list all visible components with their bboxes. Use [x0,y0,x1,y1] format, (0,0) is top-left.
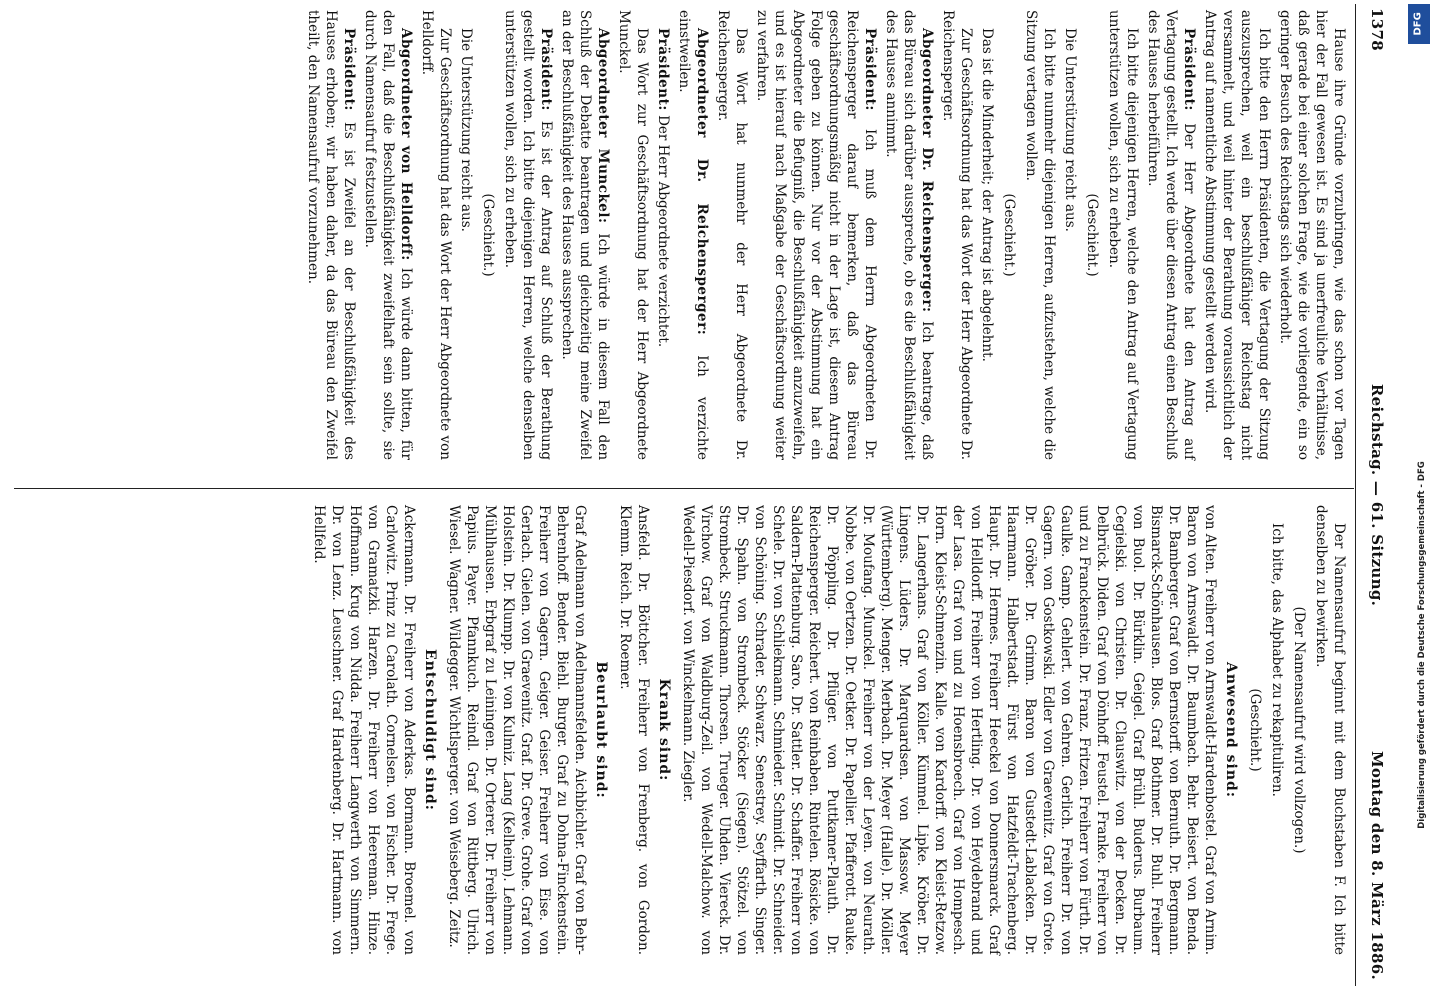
section-heading: Entschuldigt sind: [422,649,438,811]
speaker-name: Präsident: [1181,28,1197,111]
paragraph: Ich bitte diejenigen Herren, welche den Antrag auf Vertagung unterstützen wollen, sich zu erheben. [1106,10,1140,460]
stage-direction: (Der Namensaufruf wird vollzogen.) [1291,606,1307,854]
dfg-logo-text: DFG [1412,12,1424,36]
speaker-name: Präsident: [655,28,671,111]
paragraph: Das Wort zur Geschäftsordnung hat der Herr Abgeordnete Munckel. [616,10,650,460]
page-header [1358,0,1392,990]
speech-text: Es ist Zweifel an der Beschlußfähigkeit des Hauses erhoben; wir haben daher, da das Büreau den Zweifel theilt, den Namensaufruf vorzunehmen. [305,10,357,460]
speech-text: Ich würde in diesem Fall den Schluß der Debatte beantragen und gleichzeitig meine Zweifel an der Beschlußfähigkeit des Hauses aussprechen. [559,10,611,461]
speech-text: Ich muß dem Herrn Abgeordneten Dr. Reichensperger darauf bemerken, daß das Büreau geschäftsordnungsmäßig nicht in der Lage ist, diesem Antrag Folge geben zu können. Nur vor der Abstimmung hat ein Abgeordneter die Befugniß, die Beschlußfähigkeit anzuzweifeln, und es ist hierauf nach Maßgabe der Geschäftsordnung weiter zu verfahren. [754,10,878,460]
left-column [301,10,1348,460]
speech-text: Der Herr Abgeordnete hat den Antrag auf Vertagung gestellt. Ich werde über diesen Antrag einen Beschluß des Hauses herbeiführen. [1145,10,1197,460]
stage-direction: (Geschieht.) [1247,688,1263,772]
name-list: von Alten. Freiherr von Arnswaldt-Hardenbostel. Graf von Arnim. Baron von Arnswaldt. Dr. Baumbach. Behr. Beisert. von Benda. Dr. Bamberger. Graf von Bernstorff. von Bernuth. Dr. Bergmann. Bismarck-Schönhausen. Blos. Graf Bothmer. Dr. Buhl. Freiherr von Buol. Dr. Bürklin. Geigel. Graf Brühl. Buderus. Burbaum. Cegielski. von Christen. Dr. Clauswitz. von der Decken. Dr. Delbrück. Diden. Graf von Dönhoff. Feustel. Franke. Freiherr von und zu Franckenstein. Dr. Franz. Fritzen. Freiherr von Fürth. Dr. Gaulke. Gamp. Gehlert. von Gehren. Gerlich. Freiherr Dr. von Gagern. von Gostkowski. Edler von Graevenitz. Graf von Grote. Dr. Gröber. Dr. Grimm. Baron von Gustedt-Lablacken. Dr. Haarmann. Halbertstadt. Fürst von Hatzfeldt-Trachenberg. Haupt. Dr. Hermes. Freiherr Heeckel von Donnersmarck. Graf von Helldorff. Freiherr von Hertling. Dr. von Heydebrand und der Lasa. Graf von und zu Hoensbroech. Graf von Hompesch. Horn. Kleist-Schmenzin. Kalle. von Kardorff. von Kleist-Retzow. Dr. Langerhans. Graf von Köller. Kümmel. Lipke. Kröber. Dr. Lingens. Lüders. Dr. Marquardsen. von Massow. Meyer (Württemberg). Menger. Merbach. Dr. Meyer (Halle). Dr. Möller. Dr. Moufang. Munckel. Freiherr von der Leyen. von Neurath. Nobbe. von Oertzen. Dr. Oetker. Dr. Papellier. Pfafferott. Rauke. Dr. Pöppling. Dr. Pflüger. von Puttkamer-Plauth. Dr. Reichensperger. Reichert. von Reinbaben. Rintelen. Rösicke. von Saldern-Plattenburg. Saro. Dr. Sattler. Dr. Schaffer. Freiherr von Schele. Dr. von Schliekmann. Schmieder. Schmidt. Dr. Schneider. von Schöning. Schrader. Schwarz. Senestrey. Seyffarth. Singer. Dr. Spahn. von Strombeck. Stöcker (Siegen). Stötzel. von Strombeck. Struckmann. Thorsen. Trueger. Uhden. Viereck. Dr. Virchow. Graf von Waldburg-Zeil. von Wedell-Malchow. von Wedell-Piesdorf. von Winckelmann. Ziegler. [680,505,1218,955]
stage-direction: (Geschieht.) [1084,193,1100,277]
stage-direction: (Geschieht.) [1001,193,1017,277]
section-heading: Krank sind: [656,678,672,782]
paragraph: Zur Geschäftsordnung hat das Wort der Herr Abgeordnete von Helldorff. [419,10,453,460]
stage-direction: (Geschieht.) [480,193,496,277]
paragraph: Ich bitte, das Alphabet zu rekapituliren. [1269,523,1285,797]
name-list: Ansfeld. Dr. Böttcher. Freiherr von Frenberg. von Gordon. Klemm. Reich. Dr. Roemer. [617,505,651,955]
speaker-name: Abgeordneter Dr. Reichensperger: [919,28,935,313]
speaker-name: Abgeordneter Dr. Reichensperger: [694,28,710,336]
speech-text: Ich beantrage, daß das Büreau sich darüber ausspreche, ob es die Beschlußfähigkeit des Hauses annimmt. [883,10,935,460]
digitization-note-text: Digitalisierung gefördert durch die Deutsche Forschungsgemeinschaft - DFG [1417,461,1427,829]
right-column [307,505,1348,955]
speech-paragraph [882,10,936,460]
running-title: Reichstag. — 61. Sitzung. [1368,383,1386,607]
paragraph: Ich bitte den Herrn Präsidenten, die Vertagung der Sitzung auszusprechen, weil ein beschlußfähiger Reichstag nicht versammelt, und weil hinter der Berathung voraussichtlich der Antrag auf namentliche Abstimmung gestellt werden wird. [1202,10,1272,460]
section-heading: Anwesend sind: [1223,662,1239,798]
column-divider [14,488,1354,489]
speech-text: Ich würde dann bitten, für den Fall, daß die Beschlußfähigkeit zweifelhaft sein sollte, sie durch Namensaufruf festzustellen. [362,10,414,460]
name-list: Graf Adelmann von Adelmannsfelden. Aichbichler. Graf von Behr-Behrenhoff. Bender. Biehl. Burger. Graf zu Dohna-Finckenstein. Freiherr von Gagern. Geiger. Geiser. Freiherr von Eise. von Gerlach. Gielen. von Graevenitz. Graf. Dr. Greve. Grohe. Graf von Holstein. Dr. Klumpp. Dr. von Kulmiz. Lang (Kelheim). Lehmann. Mühlhausen. Erbgraf zu Leiningen. Dr. Orterer. Dr. Freiherr von Papius. Payer. Pfannkuch. Reindl. Graf von Rittberg. Ulrich. Wiesel. Wagner. Wildegger. Wichtlsperger. von Weiseberg. Zeitz. [446,505,588,955]
speaker-name: Abgeordneter Munckel: [595,28,611,224]
digitization-note [1412,300,1426,1000]
header-rule [1355,4,1356,986]
speech-paragraph [558,10,612,460]
paragraph: Das Wort hat nunmehr der Herr Abgeordnete Dr. Reichensperger. [715,10,749,460]
speaker-name: Präsident: [862,28,878,111]
speech-text: Es ist der Antrag auf Schluß der Berathung gestellt worden. Ich bitte diejenigen Herren, welche denselben unterstützen wollen, sich zu erheben. [502,10,554,460]
name-list: Ackermann. Dr. Freiherr von Aderkas. Bormann. Broemel. von Carlowitz. Prinz zu Carolath. Cornelsen. von Fischer. Dr. Frege. von Gramatzki. Harzen. Dr. Freiherr von Heereman. Hinze. Hoffmann. Krug von Nidda. Freiherr Langwerth von Simmern. Dr. von Lenz. Leuschner. Graf Hardenberg. Dr. Hartmann. von Hellfeld. [311,505,417,955]
speech-paragraph [1144,10,1198,460]
session-date: Montag den 8. März 1886. [1368,750,1386,980]
paragraph: Die Unterstützung reicht aus. [1062,28,1078,232]
speaker-name: Präsident: [341,28,357,111]
paragraph: Das ist die Minderheit; der Antrag ist abgelehnt. [979,28,995,362]
paragraph: Ich bitte nunmehr diejenigen Herren, aufzustehen, welche die Sitzung vertagen wollen. [1023,10,1057,460]
paragraph: Die Unterstützung reicht aus. [458,28,474,232]
speaker-name: Abgeordneter von Helldorff: [398,28,414,261]
section-heading: Beurlaubt sind: [593,661,609,799]
speaker-name: Präsident: [538,28,554,111]
speech-text: Der Herr Abgeordnete verzichtet. [655,110,671,348]
speech-paragraph [753,10,879,460]
speech-paragraph [501,10,555,460]
paragraph: Der Namensaufruf beginnt mit dem Buchstaben F. Ich bitte denselben zu bewirken. [1313,505,1347,955]
speech-paragraph [304,10,358,460]
paragraph: Zur Geschäftsordnung hat das Wort der Herr Abgeordnete Dr. Reichensperger. [940,10,974,460]
speech-text: Ich verzichte einstweilen. [676,10,710,461]
page-number: 1378 [1368,8,1386,51]
dfg-logo [1408,4,1430,44]
speech-paragraph [361,10,415,460]
speech-paragraph [654,10,672,460]
speech-paragraph [675,10,711,460]
paragraph: Hause ihre Gründe vorzubringen, wie das schon vor Tagen hier der Fall gewesen ist. Es sind ja unerfreuliche Verhältnisse, daß gerade bei einer solchen Frage, wie die vorliegende, ein so geringer Besuch des Reichstags sich wiederholt. [1277,10,1347,460]
